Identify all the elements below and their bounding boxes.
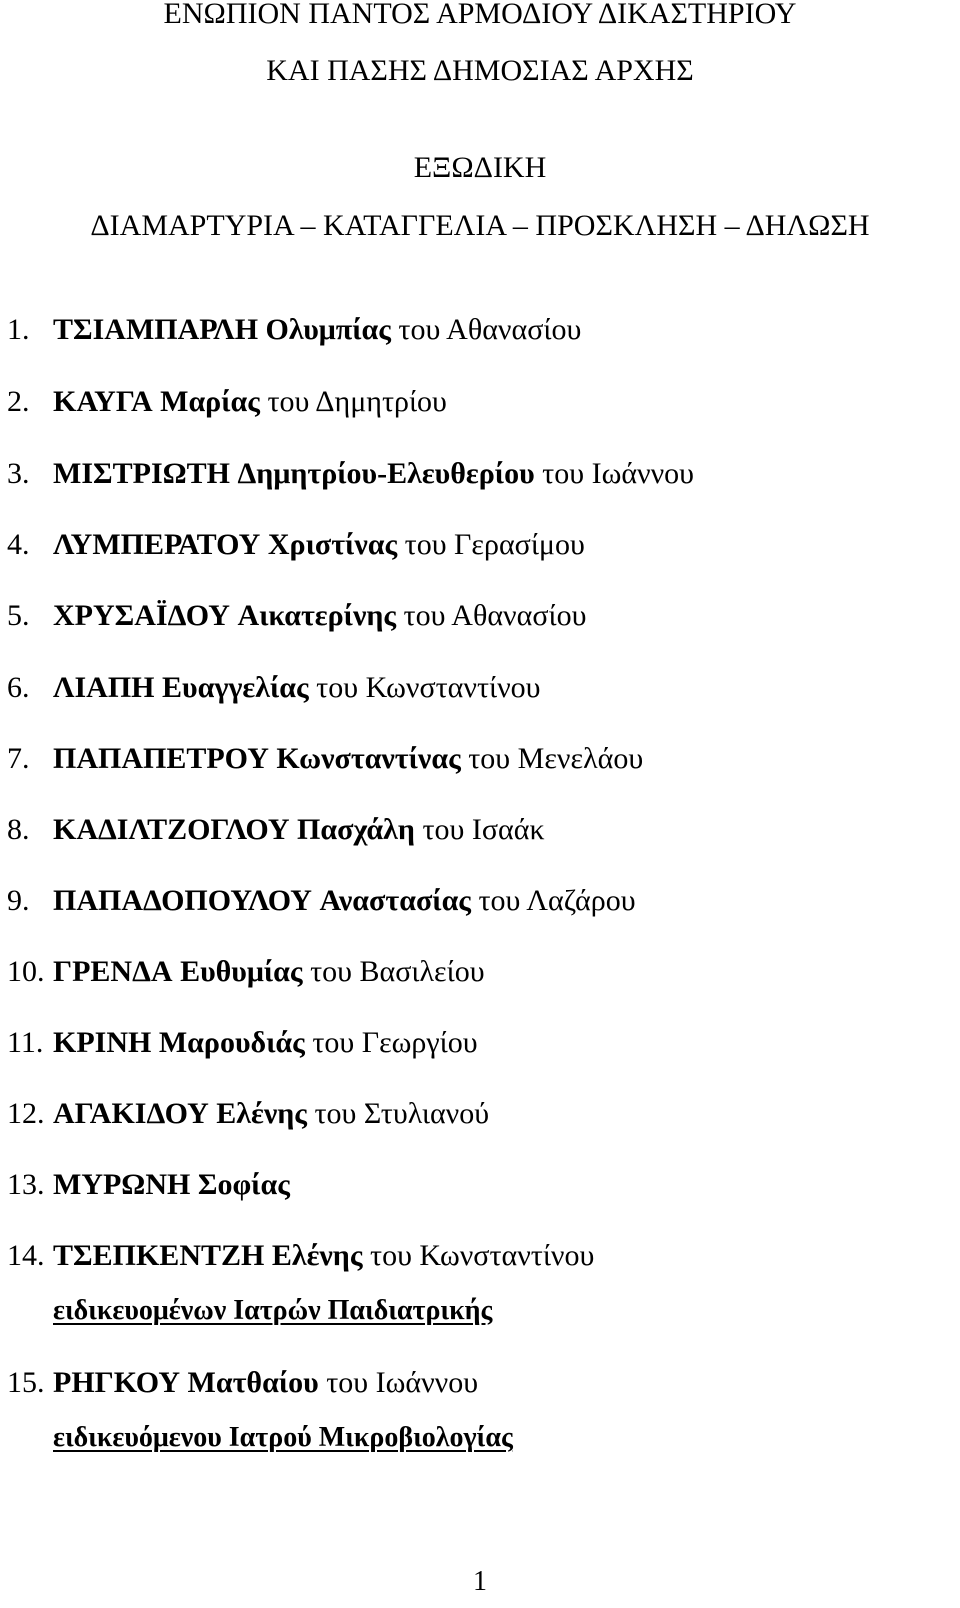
person-item	[7, 670, 541, 706]
person-given-name: Μαρίας	[160, 385, 260, 418]
person-given-name: Αναστασίας	[319, 884, 471, 917]
person-given-name: Ευαγγελίας	[162, 671, 309, 704]
person-given-name: Ολυμπίας	[265, 313, 391, 346]
person-given-name: Σοφίας	[197, 1168, 290, 1201]
heading-extrajudicial: ΕΞΩΔΙΚΗ	[413, 151, 547, 184]
person-given-name: Ευθυμίας	[180, 955, 303, 988]
person-surname: ΠΑΠΑΔΟΠΟΥΛΟΥ	[53, 884, 312, 917]
person-item	[7, 384, 447, 420]
person-father-name: του Ιωάννου	[542, 457, 695, 490]
person-surname: ΚΑΔΙΛΤΖΟΓΛΟΥ	[53, 813, 290, 846]
person-specialty: ειδικευομένων Ιατρών Παιδιατρικής	[53, 1295, 493, 1326]
person-father-name: του Γερασίμου	[404, 528, 585, 561]
person-number: 11.	[7, 1026, 44, 1059]
person-item	[7, 812, 545, 848]
person-surname: ΜΥΡΩΝΗ	[53, 1168, 191, 1201]
heading-authority: ΚΑΙ ΠΑΣΗΣ ΔΗΜΟΣΙΑΣ ΑΡΧΗΣ	[266, 54, 694, 87]
person-item	[7, 456, 694, 492]
person-surname: ΚΡΙΝΗ	[53, 1026, 152, 1059]
person-given-name: Πασχάλη	[297, 813, 415, 846]
heading-court: ΕΝΩΠΙΟΝ ΠΑΝΤΟΣ ΑΡΜΟΔΙΟΥ ΔΙΚΑΣΤΗΡΙΟΥ	[163, 0, 797, 30]
person-surname: ΑΓΑΚΙΔΟΥ	[53, 1097, 209, 1130]
person-father-name: του Μενελάου	[468, 742, 644, 775]
person-item	[7, 1365, 478, 1401]
person-number: 13.	[7, 1168, 45, 1201]
person-number: 15.	[7, 1366, 45, 1399]
person-item	[7, 1096, 489, 1132]
heading-document-type: ΔΙΑΜΑΡΤΥΡΙΑ – ΚΑΤΑΓΓΕΛΙΑ – ΠΡΟΣΚΛΗΣΗ – ΔΗΛΩΣΗ	[90, 209, 870, 242]
person-number: 3.	[7, 457, 30, 490]
person-father-name: του Κωνσταντίνου	[370, 1239, 595, 1272]
person-father-name: του Αθανασίου	[403, 599, 587, 632]
person-item	[7, 527, 585, 563]
person-item	[7, 312, 581, 348]
person-number: 12.	[7, 1097, 45, 1130]
person-father-name: του Γεωργίου	[312, 1026, 478, 1059]
person-surname: ΜΙΣΤΡΙΩΤΗ	[53, 457, 230, 490]
person-surname: ΤΣΙΑΜΠΑΡΛΗ	[53, 313, 259, 346]
person-father-name: του Ισαάκ	[422, 813, 545, 846]
person-number: 5.	[7, 599, 30, 632]
person-father-name: του Κωνσταντίνου	[316, 671, 541, 704]
person-given-name: Ματθαίου	[187, 1366, 319, 1399]
person-given-name: Ελένης	[216, 1097, 307, 1130]
person-number: 14.	[7, 1239, 45, 1272]
person-father-name: του Λαζάρου	[478, 884, 636, 917]
person-item	[7, 1238, 594, 1274]
person-item	[7, 883, 636, 919]
person-surname: ΡΗΓΚΟΥ	[53, 1366, 181, 1399]
person-number: 9.	[7, 884, 30, 917]
person-item	[7, 954, 485, 990]
person-given-name: Μαρουδιάς	[158, 1026, 305, 1059]
person-number: 8.	[7, 813, 30, 846]
person-surname: ΠΑΠΑΠΕΤΡΟΥ	[53, 742, 269, 775]
person-number: 2.	[7, 385, 30, 418]
person-surname: ΓΡΕΝΔΑ	[53, 955, 173, 988]
person-number: 4.	[7, 528, 30, 561]
person-item	[7, 1167, 290, 1203]
person-given-name: Ελένης	[271, 1239, 363, 1272]
person-item	[7, 741, 643, 777]
person-given-name: Δημητρίου-Ελευθερίου	[237, 457, 535, 490]
person-item	[7, 1025, 478, 1061]
person-surname: ΧΡΥΣΑΪΔΟΥ	[53, 599, 230, 632]
person-specialty: ειδικευόμενου Ιατρού Μικροβιολογίας	[53, 1422, 513, 1453]
person-father-name: του Αθανασίου	[398, 313, 582, 346]
person-surname: ΚΑΥΓΑ	[53, 385, 153, 418]
person-father-name: του Βασιλείου	[310, 955, 485, 988]
person-father-name: του Δημητρίου	[267, 385, 447, 418]
person-father-name: του Ιωάννου	[326, 1366, 479, 1399]
person-surname: ΛΥΜΠΕΡΑΤΟΥ	[53, 528, 261, 561]
person-father-name: του Στυλιανού	[314, 1097, 490, 1130]
person-given-name: Χριστίνας	[267, 528, 398, 561]
person-surname: ΤΣΕΠΚΕΝΤΖΗ	[53, 1239, 265, 1272]
person-surname: ΛΙΑΠΗ	[53, 671, 155, 704]
person-given-name: Αικατερίνης	[237, 599, 397, 632]
person-number: 1.	[7, 313, 30, 346]
person-number: 6.	[7, 671, 30, 704]
person-given-name: Κωνσταντίνας	[276, 742, 461, 775]
person-item	[7, 598, 586, 634]
person-number: 7.	[7, 742, 30, 775]
person-number: 10.	[7, 955, 45, 988]
page-number: 1	[473, 1566, 487, 1597]
